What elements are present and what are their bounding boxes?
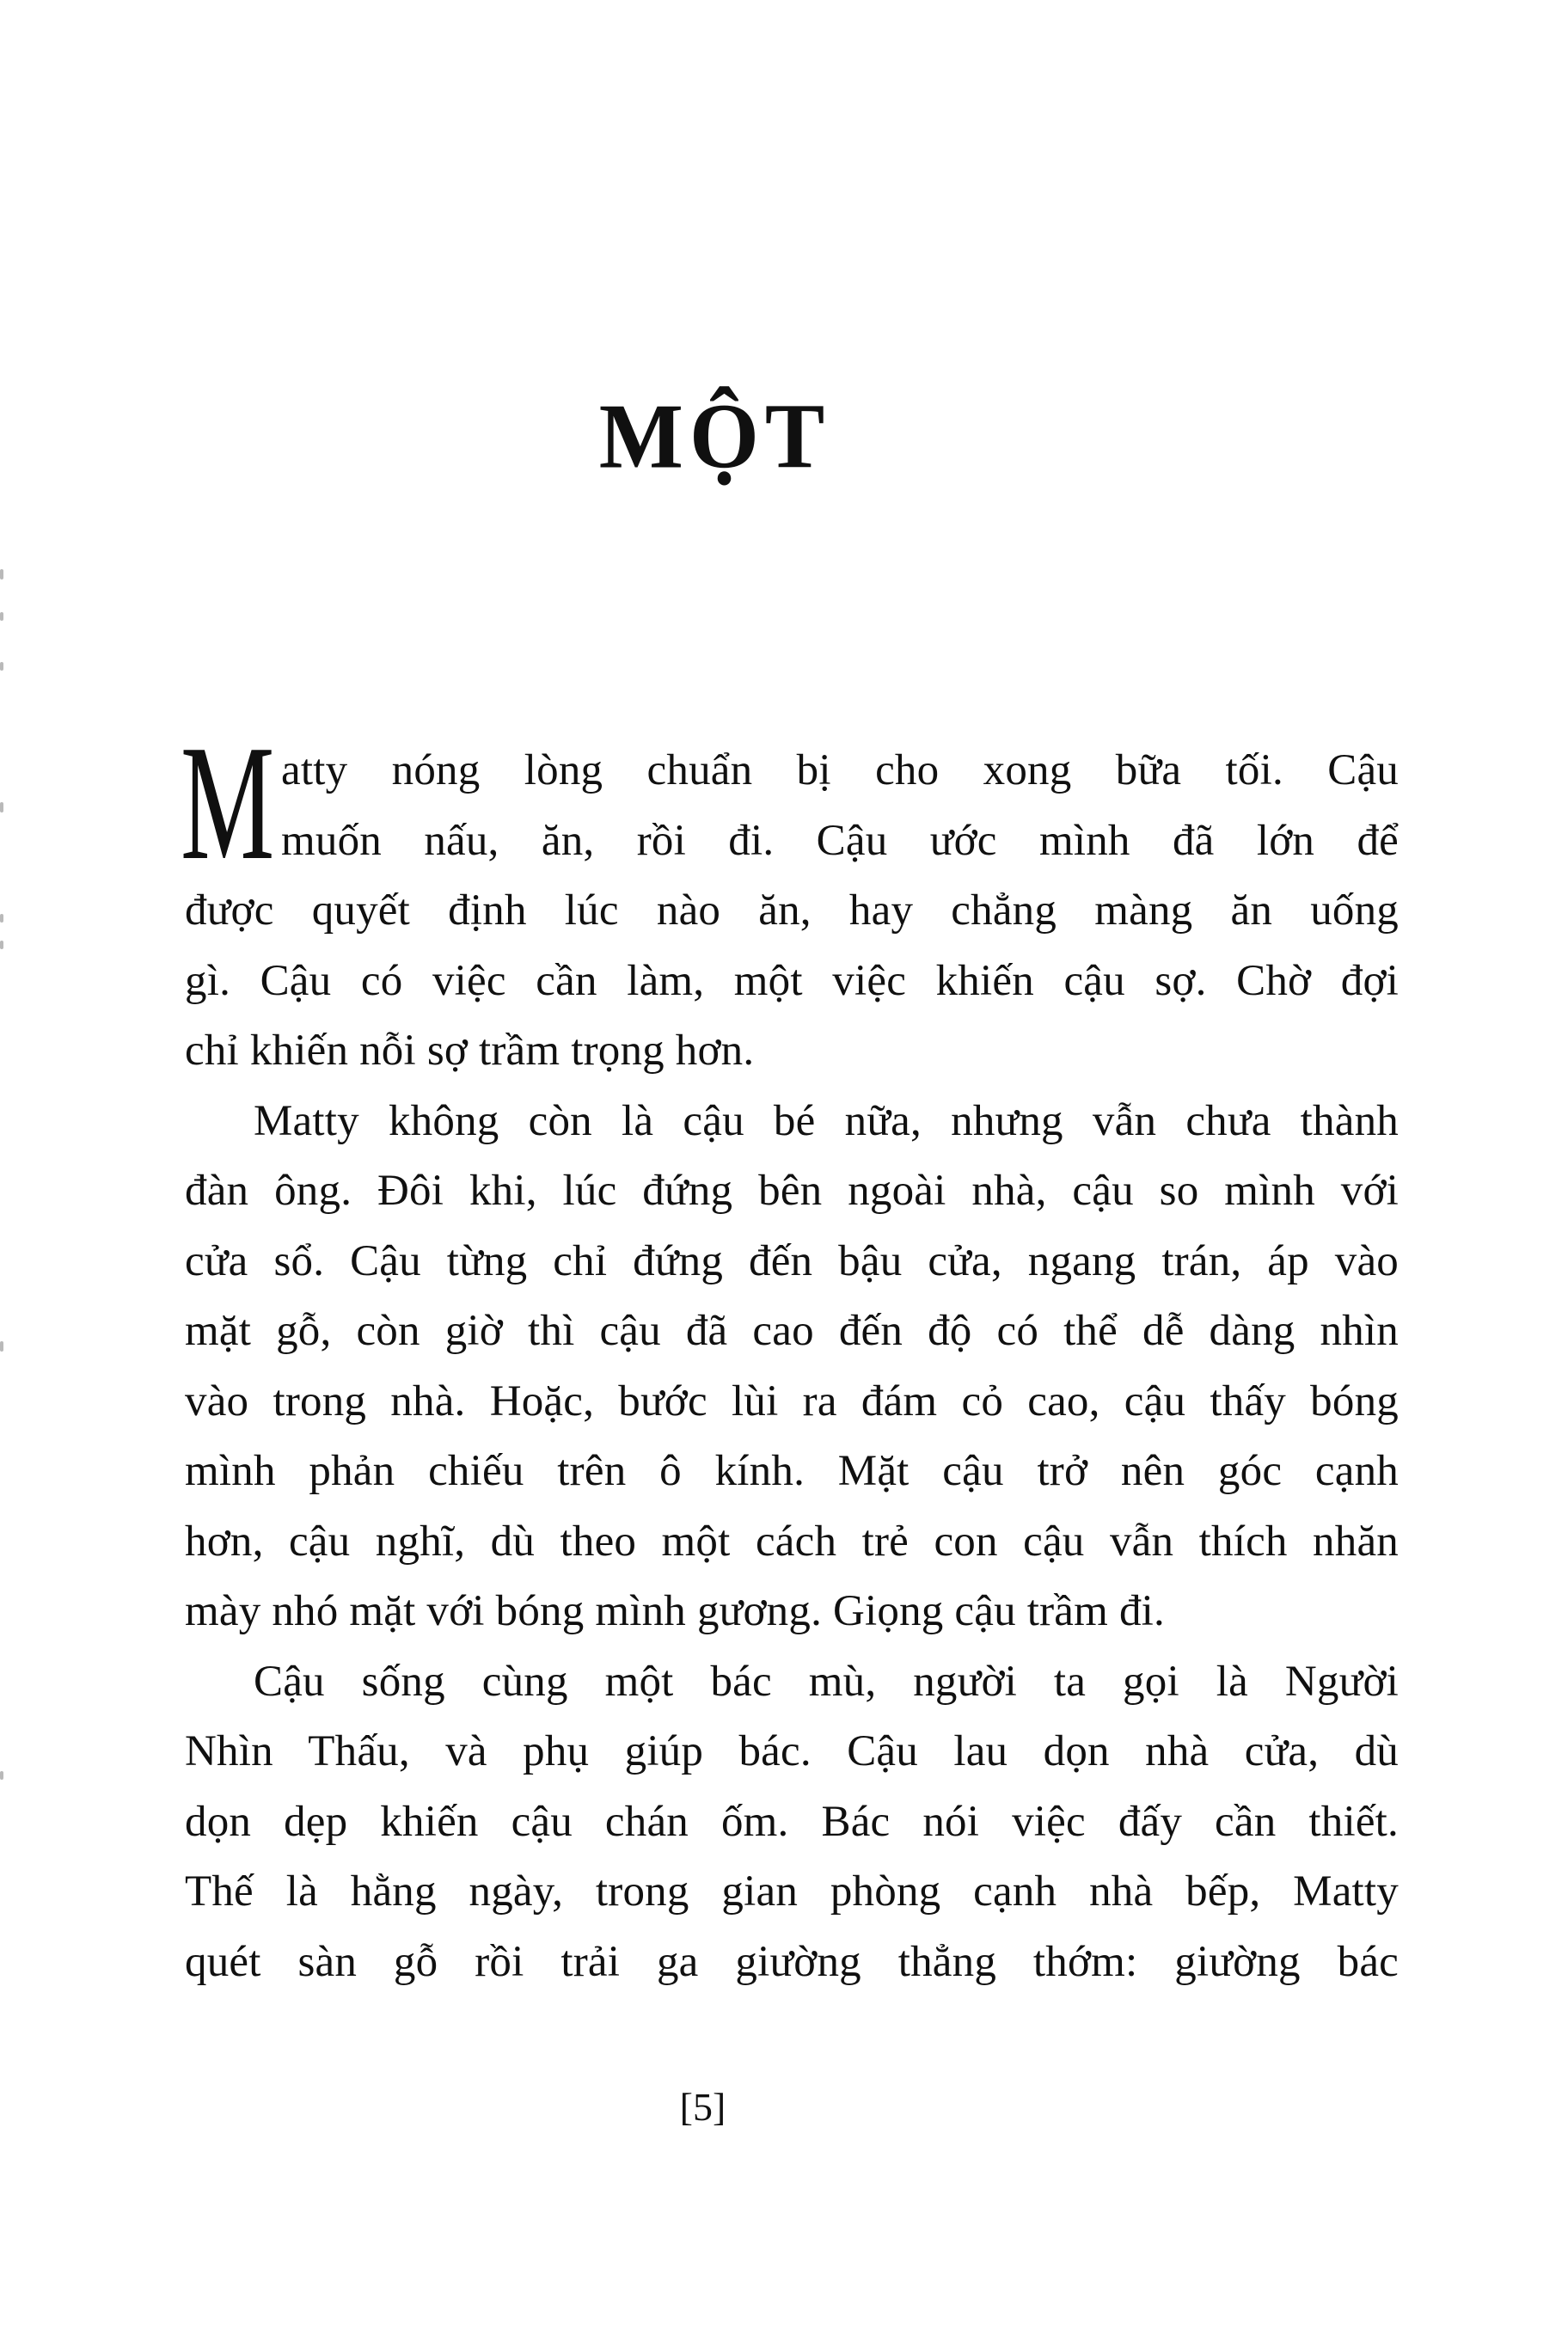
text-line: mày nhó mặt với bóng mình gương. Giọng cậu trầm đi. xyxy=(185,1587,1165,1635)
scan-edge-mark xyxy=(0,941,3,949)
text-line: Cậu sống cùng một bác mù, người ta gọi là Người xyxy=(254,1657,1399,1706)
scan-edge-mark xyxy=(0,1341,3,1352)
text-line: cửa sổ. Cậu từng chỉ đứng đến bậu cửa, ngang trán, áp vào xyxy=(185,1236,1399,1285)
text-line: quét sàn gỗ rồi trải ga giường thẳng thớm: giường bác xyxy=(185,1937,1399,1986)
text-line: gì. Cậu có việc cần làm, một việc khiến cậu sợ. Chờ đợi xyxy=(185,956,1399,1005)
scan-edge-mark xyxy=(0,612,3,621)
text-line: muốn nấu, ăn, rồi đi. Cậu ước mình đã lớn để xyxy=(281,816,1399,865)
text-line: Thế là hằng ngày, trong gian phòng cạnh nhà bếp, Matty xyxy=(185,1867,1399,1916)
text-line: chỉ khiến nỗi sợ trầm trọng hơn. xyxy=(185,1027,755,1075)
scan-edge-mark xyxy=(0,1771,3,1780)
text-line: dọn dẹp khiến cậu chán ốm. Bác nói việc đấy cần thiết. xyxy=(185,1797,1399,1846)
scan-edge-mark xyxy=(0,662,3,671)
text-line: mình phản chiếu trên ô kính. Mặt cậu trở nên góc cạnh xyxy=(185,1447,1399,1495)
scan-edge-mark xyxy=(0,802,3,812)
page-number: [5] xyxy=(679,2085,726,2129)
text-line: atty nóng lòng chuẩn bị cho xong bữa tối. Cậu xyxy=(281,746,1399,794)
scan-edge-mark xyxy=(0,914,3,923)
text-line: mặt gỗ, còn giờ thì cậu đã cao đến độ có thể dễ dàng nhìn xyxy=(185,1307,1399,1355)
chapter-title: MỘT xyxy=(598,384,831,488)
text-line: Nhìn Thấu, và phụ giúp bác. Cậu lau dọn nhà cửa, dù xyxy=(185,1727,1399,1775)
text-line: hơn, cậu nghĩ, dù theo một cách trẻ con cậu vẫn thích nhăn xyxy=(185,1517,1399,1566)
drop-cap-letter: M xyxy=(181,711,275,894)
text-line: vào trong nhà. Hoặc, bước lùi ra đám cỏ cao, cậu thấy bóng xyxy=(185,1376,1399,1425)
body-text xyxy=(185,736,1399,1997)
text-line: Matty không còn là cậu bé nữa, nhưng vẫn chưa thành xyxy=(254,1096,1399,1145)
text-line: được quyết định lúc nào ăn, hay chẳng màng ăn uống xyxy=(185,886,1399,935)
scan-edge-mark xyxy=(0,569,3,579)
drop-cap-spacer xyxy=(185,736,281,876)
text-line: đàn ông. Đôi khi, lúc đứng bên ngoài nhà, cậu so mình với xyxy=(185,1167,1399,1215)
